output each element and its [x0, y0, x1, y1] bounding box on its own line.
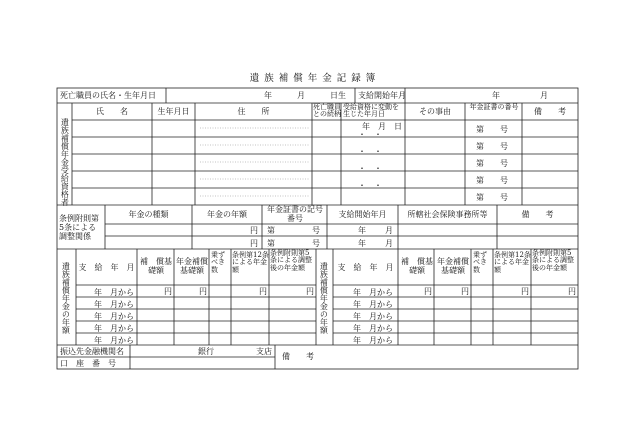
pay-row-left-5: 年 月から	[94, 336, 134, 345]
cert-row-2: 第 号	[476, 142, 508, 151]
recipients-side-label: 遺族補償年金受給資格者	[60, 118, 70, 206]
row1-day: 日生	[330, 91, 346, 100]
eligibility-ymd: 年 月 日	[362, 122, 402, 131]
row1-year: 年	[264, 91, 272, 100]
pay-row-right-5: 年 月から	[353, 336, 393, 345]
start-month: 月	[540, 91, 548, 100]
pay-row-left-1: 年 月から	[94, 288, 134, 297]
adj-hdr-amount: 年金の年額	[207, 210, 247, 219]
adj-yen-1: 円	[250, 226, 258, 235]
adj-year-2: 年	[358, 239, 366, 248]
eligibility-dots-3: ・ ・	[358, 164, 382, 173]
cert-row-5: 第 号	[476, 193, 508, 202]
start-label: 支給開始年月	[358, 91, 406, 100]
pay-row-left-3: 年 月から	[94, 312, 134, 321]
pay-hdr-pension-base-right: 年金補償基礎額	[437, 257, 469, 276]
cert-row-3: 第 号	[476, 159, 508, 168]
pay-yen-right-2: 円	[461, 287, 469, 296]
hdr-cert-no: 年金証書の番号	[469, 103, 519, 111]
pay-yen-left-4: 円	[306, 287, 314, 296]
adj-dai-1: 第	[267, 226, 275, 235]
adj-hdr-remarks: 備 考	[521, 210, 554, 219]
pay-yen-left-1: 円	[164, 287, 172, 296]
pay-yen-left-3: 円	[259, 287, 267, 296]
pay-hdr-art12-right: 条例第12条による年金額	[494, 251, 531, 274]
pay-hdr-base-left: 補 償基礎額	[140, 257, 172, 276]
adj-dai-2: 第	[267, 239, 275, 248]
form-title: 遺族補償年金記録簿	[249, 73, 381, 84]
account-label: 口 座 番 号	[60, 359, 116, 368]
pay-row-right-1: 年 月から	[353, 288, 393, 297]
eligibility-dots-1: ・ ・	[358, 130, 382, 139]
row1-month: 月	[297, 91, 305, 100]
adj-year-1: 年	[358, 226, 366, 235]
cert-row-4: 第 号	[476, 176, 508, 185]
pay-row-right-3: 年 月から	[353, 312, 393, 321]
pay-hdr-base-right: 補 償基礎額	[401, 257, 433, 276]
eligibility-dots-2: ・ ・	[358, 147, 382, 156]
pay-row-left-4: 年 月から	[94, 324, 134, 333]
bank-label: 振込先金融機関名	[60, 347, 124, 356]
hdr-address: 住 所	[237, 107, 270, 116]
adj-hdr-start: 支給開始年月	[338, 210, 387, 219]
pay-hdr-mult-left: 乗ずべき数	[211, 251, 225, 274]
adj-yen-2: 円	[250, 239, 258, 248]
pay-hdr-art12-left: 条例第12条による年金額	[232, 251, 269, 274]
hdr-birth: 生年月日	[157, 107, 190, 116]
eligibility-dots-4: ・ ・	[358, 181, 382, 190]
adj-hdr-cert: 年金証書の記号番号	[267, 205, 323, 223]
deceased-label: 死亡職員の氏名・生年月日	[60, 91, 156, 100]
adj-hdr-type: 年金の種類	[128, 210, 169, 219]
adj-go-1: 号	[312, 226, 320, 235]
pay-row-right-4: 年 月から	[353, 324, 393, 333]
hdr-reason: その事由	[419, 107, 451, 116]
bank-bank: 銀行	[198, 347, 214, 356]
pay-yen-right-1: 円	[424, 287, 432, 296]
payment-side-label-left: 遺族補償年金の年額	[61, 262, 71, 334]
pay-row-right-2: 年 月から	[353, 300, 393, 309]
pay-yen-right-3: 円	[521, 287, 529, 296]
pay-yen-right-4: 円	[568, 287, 576, 296]
adj-go-2: 号	[312, 239, 320, 248]
adj-month-1: 月	[385, 226, 393, 235]
adj-hdr-office: 所轄社会保険事務所等	[407, 210, 488, 219]
adj-month-2: 月	[385, 239, 393, 248]
hdr-remarks: 備 考	[534, 107, 566, 116]
pay-yen-left-2: 円	[199, 287, 207, 296]
pay-hdr-adjusted-right: 条例附則第5条による調整後の年金額	[532, 249, 574, 272]
pay-hdr-pension-base-left: 年金補償基礎額	[176, 257, 208, 276]
pay-row-left-2: 年 月から	[94, 300, 134, 309]
hdr-name: 氏 名	[96, 107, 128, 116]
pay-hdr-period-right: 支 給 年 月	[337, 263, 394, 272]
hdr-eligibility: 受給資格に変動を生じた年月日	[343, 103, 399, 119]
bank-remarks: 備 考	[282, 352, 314, 361]
pay-hdr-period-left: 支 給 年 月	[78, 263, 135, 272]
payment-side-label-right: 遺族補償年金の年額	[319, 262, 329, 334]
cert-row-1: 第 号	[476, 125, 508, 134]
bank-branch: 支店	[256, 347, 272, 356]
start-year: 年	[492, 91, 500, 100]
hdr-relation: 死亡職員との続柄	[313, 103, 341, 119]
adjust-label: 条例附則第5条による調整関係	[59, 214, 99, 242]
pay-hdr-mult-right: 乗ずべき数	[473, 251, 487, 274]
pay-hdr-adjusted-left: 条例附則第5条による調整後の年金額	[270, 249, 312, 272]
